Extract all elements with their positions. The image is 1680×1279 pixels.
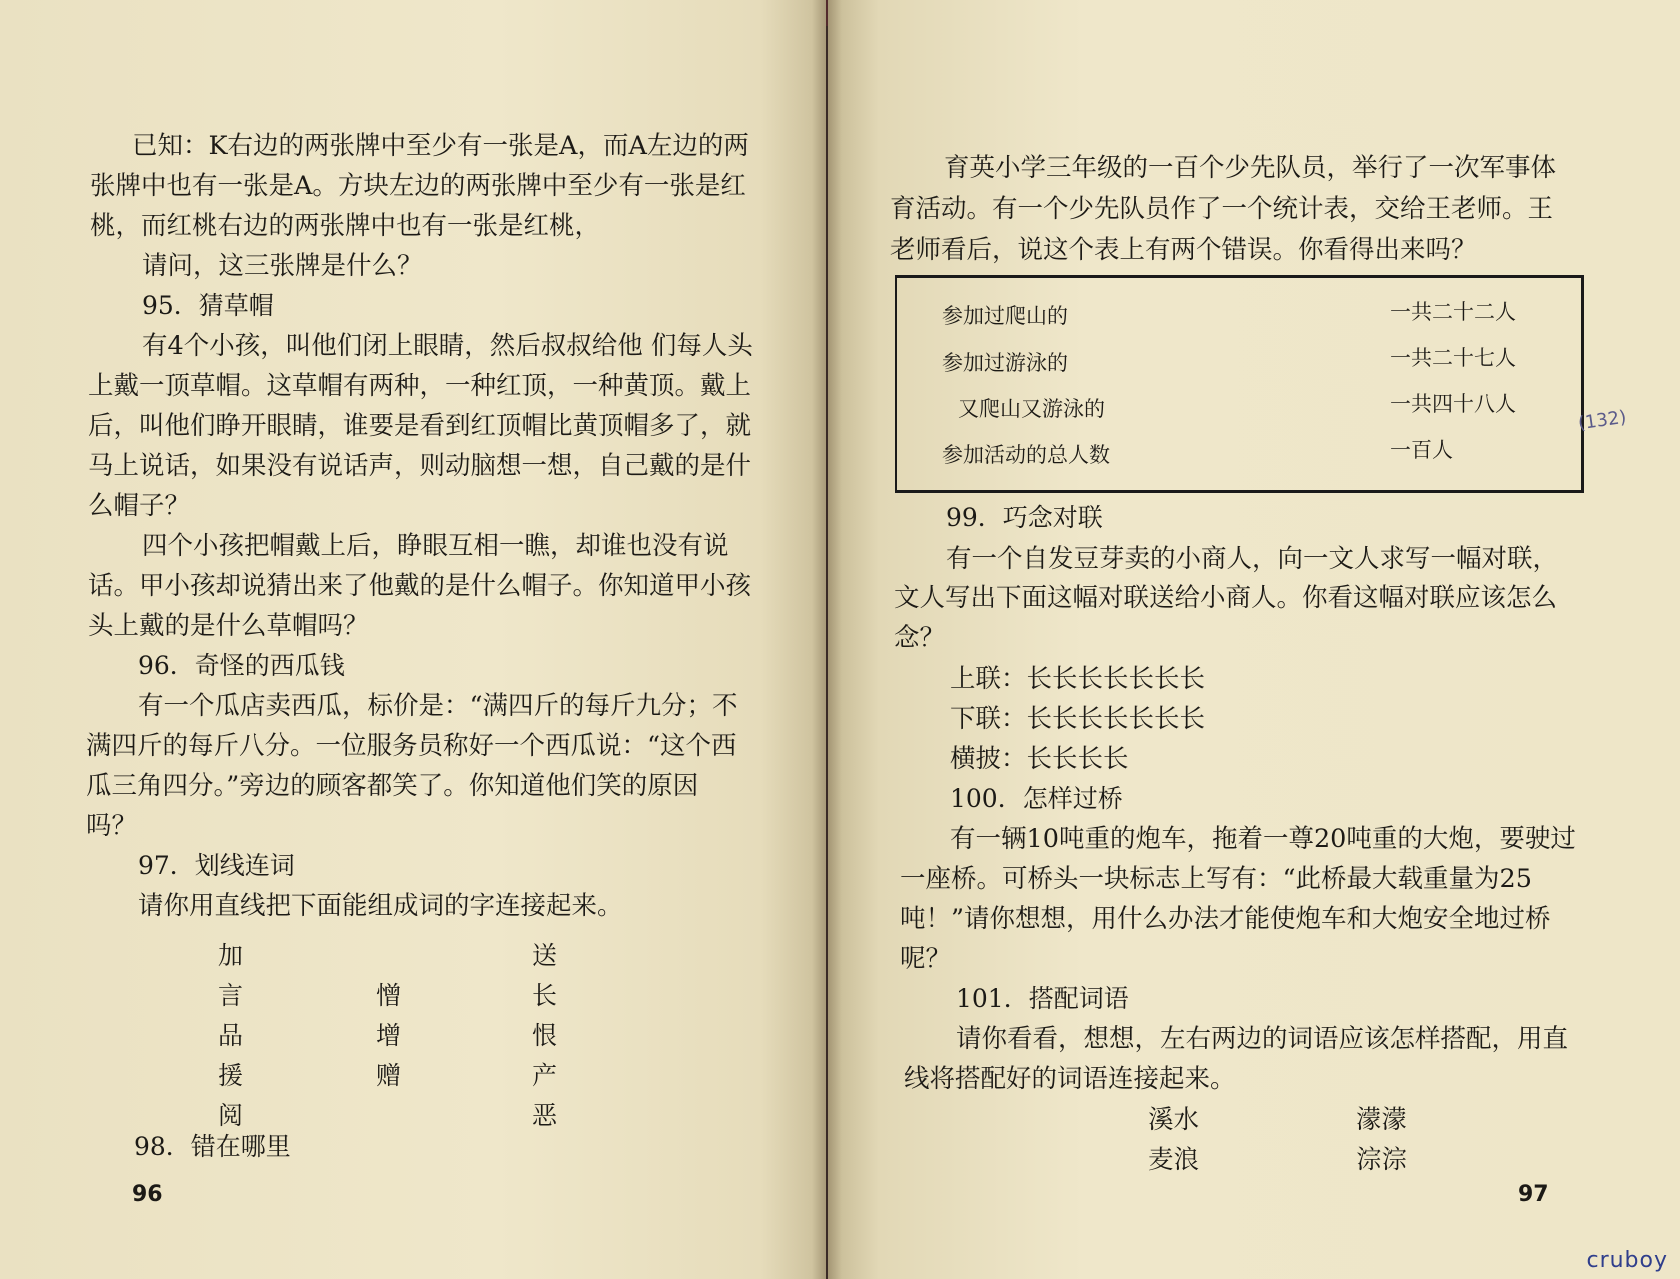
word-char: 送 xyxy=(532,941,558,970)
text-line: 张牌中也有一张是A。方块左边的两张牌中至少有一张是红 xyxy=(90,171,746,201)
watermark: cruboy xyxy=(1586,1248,1668,1273)
word-char: 品 xyxy=(218,1021,244,1050)
text-line: 头上戴的是什么草帽吗？ xyxy=(88,611,369,641)
handwritten-note: (132) xyxy=(1576,406,1628,435)
stat-label: 又爬山又游泳的 xyxy=(958,397,1105,421)
stat-value: 一共四十八人 xyxy=(1390,392,1516,416)
text-line: 育活动。有一个少先队员作了一个统计表，交给王老师。王 xyxy=(890,194,1554,224)
text-line: 请你看看，想想，左右两边的词语应该怎样搭配，用直 xyxy=(956,1024,1569,1054)
text-line: 有一个自发豆芽卖的小商人，向一文人求写一幅对联， xyxy=(946,544,1559,574)
couplet-lower: 下联：长长长长长长长 xyxy=(950,704,1206,734)
text-line: 吗？ xyxy=(86,811,138,841)
text-line: 请问，这三张牌是什么？ xyxy=(142,251,423,281)
word-pair-left: 麦浪 xyxy=(1148,1145,1200,1175)
word-pair-left: 溪水 xyxy=(1148,1105,1200,1135)
word-char: 加 xyxy=(218,941,244,970)
text-line: 么帽子？ xyxy=(88,491,191,521)
section-heading-98: 98．错在哪里 xyxy=(134,1132,291,1161)
stat-label: 参加过游泳的 xyxy=(942,351,1068,375)
text-line: 已知：K右边的两张牌中至少有一张是A，而A左边的两 xyxy=(132,131,749,161)
word-char: 憎 xyxy=(376,981,402,1010)
word-pair-right: 淙淙 xyxy=(1356,1145,1408,1175)
word-char: 赠 xyxy=(376,1061,402,1090)
word-char: 长 xyxy=(532,981,558,1010)
text-line: 有一个瓜店卖西瓜，标价是：“满四斤的每斤九分；不 xyxy=(138,691,738,721)
text-line: 线将搭配好的词语连接起来。 xyxy=(904,1064,1236,1094)
section-heading-95: 95．猜草帽 xyxy=(142,291,274,320)
stat-value: 一共二十二人 xyxy=(1390,300,1516,324)
page-number-left: 96 xyxy=(132,1182,163,1207)
word-char: 恶 xyxy=(532,1101,558,1130)
text-line: 话。甲小孩却说猜出来了他戴的是什么帽子。你知道甲小孩 xyxy=(88,571,752,601)
text-line: 一座桥。可桥头一块标志上写有：“此桥最大载重量为25 xyxy=(900,864,1532,894)
word-char: 产 xyxy=(532,1061,558,1090)
text-line: 有一辆10吨重的炮车，拖着一尊20吨重的大炮，要驶过 xyxy=(950,824,1576,854)
page-gutter xyxy=(812,0,842,1279)
text-line: 瓜三角四分。”旁边的顾客都笑了。你知道他们笑的原因 xyxy=(86,771,699,801)
text-line: 文人写出下面这幅对联送给小商人。你看这幅对联应该怎么 xyxy=(894,583,1558,613)
stat-value: 一共二十七人 xyxy=(1390,346,1516,370)
text-line: 念？ xyxy=(894,623,946,653)
section-heading-99: 99．巧念对联 xyxy=(946,503,1103,532)
word-char: 恨 xyxy=(532,1021,558,1050)
text-line: 请你用直线把下面能组成词的字连接起来。 xyxy=(138,891,623,921)
section-heading-101: 101．搭配词语 xyxy=(956,984,1129,1013)
word-char: 援 xyxy=(218,1061,244,1090)
couplet-horizontal: 横披：长长长长 xyxy=(950,744,1129,774)
text-line: 呢？ xyxy=(900,944,952,974)
stat-value: 一百人 xyxy=(1390,438,1453,462)
text-line: 有4个小孩，叫他们闭上眼睛，然后叔叔给他 们每人头 xyxy=(142,331,753,361)
text-line: 育英小学三年级的一百个少先队员，举行了一次军事体 xyxy=(944,153,1557,183)
section-heading-97: 97．划线连词 xyxy=(138,851,295,880)
page-number-right: 97 xyxy=(1518,1182,1549,1207)
word-char: 增 xyxy=(376,1021,402,1050)
text-line: 吨！”请你想想，用什么办法才能使炮车和大炮安全地过桥 xyxy=(900,904,1551,934)
text-line: 上戴一顶草帽。这草帽有两种，一种红顶，一种黄顶。戴上 xyxy=(88,371,752,401)
section-heading-100: 100．怎样过桥 xyxy=(950,784,1123,813)
stat-label: 参加过爬山的 xyxy=(942,304,1068,328)
text-line: 后，叫他们睁开眼睛，谁要是看到红顶帽比黄顶帽多了，就 xyxy=(88,411,752,441)
word-char: 言 xyxy=(218,981,244,1010)
word-char: 阅 xyxy=(218,1101,244,1130)
couplet-upper: 上联：长长长长长长长 xyxy=(950,664,1206,694)
text-line: 满四斤的每斤八分。一位服务员称好一个西瓜说：“这个西 xyxy=(86,731,737,761)
text-line: 四个小孩把帽戴上后，睁眼互相一瞧，却谁也没有说 xyxy=(142,531,729,561)
text-line: 马上说话，如果没有说话声，则动脑想一想，自己戴的是什 xyxy=(88,451,752,481)
text-line: 老师看后，说这个表上有两个错误。你看得出来吗？ xyxy=(890,235,1477,265)
stat-label: 参加活动的总人数 xyxy=(942,443,1110,467)
section-heading-96: 96．奇怪的西瓜钱 xyxy=(138,651,345,680)
word-pair-right: 濛濛 xyxy=(1356,1105,1408,1135)
text-line: 桃，而红桃右边的两张牌中也有一张是红桃， xyxy=(90,211,601,241)
